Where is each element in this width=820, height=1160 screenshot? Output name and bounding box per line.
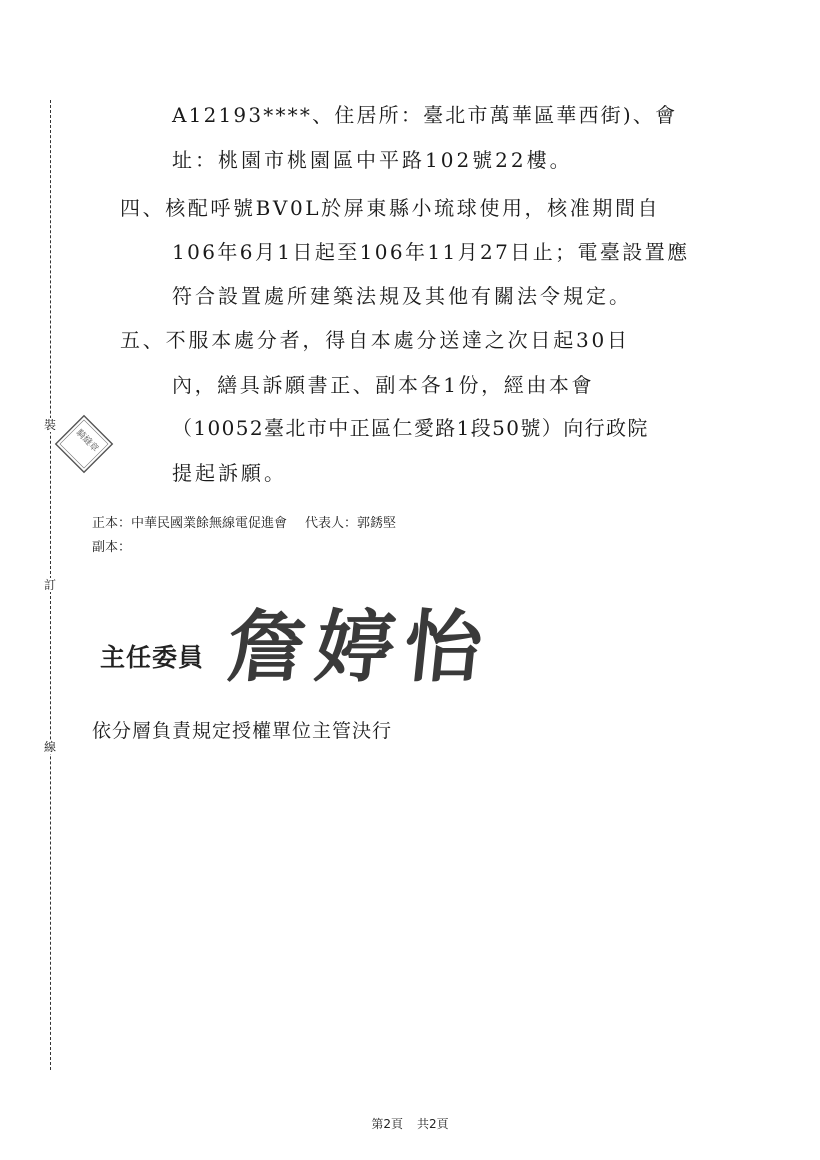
body-line-5: 符合設置處所建築法規及其他有關法令規定。: [172, 284, 632, 308]
binding-char-zhuang: 裝: [43, 418, 56, 432]
body-line-1: A12193****、住居所：臺北市萬華區華西街)、會: [172, 103, 678, 127]
body-line-2: 址：桃園市桃園區中平路102號22樓。: [172, 148, 573, 172]
body-line-8: （10052臺北市中正區仁愛路1段50號）向行政院: [172, 416, 649, 440]
recipient-main-row: [92, 516, 396, 532]
page-number: 第2頁: [371, 1117, 403, 1131]
recipient-main: 正本：中華民國業餘無線電促進會: [92, 516, 288, 531]
recipient-copy: 副本：: [92, 540, 132, 555]
seam-stamp: [52, 412, 116, 476]
seam-stamp-text: 騎縫章: [73, 428, 100, 455]
body-line-7: 內，繕具訴願書正、副本各1份，經由本會: [172, 373, 595, 397]
page-footer: [0, 1115, 820, 1132]
binding-char-xian: 線: [43, 740, 56, 754]
recipient-representative: 代表人：郭銹堅: [305, 516, 397, 531]
body-line-3: 四、核配呼號BV0L於屏東縣小琉球使用，核准期間自: [120, 196, 661, 220]
body-line-4: 106年6月1日起至106年11月27日止；電臺設置應: [172, 240, 690, 264]
signatory-title: 主任委員: [100, 643, 205, 672]
delegation-note: 依分層負責規定授權單位主管決行: [92, 720, 393, 742]
binding-char-ding: 訂: [43, 578, 56, 592]
body-line-6: 五、不服本處分者，得自本處分送達之次日起30日: [120, 328, 630, 352]
page-total: 共2頁: [417, 1117, 449, 1131]
body-line-9: 提起訴願。: [172, 461, 287, 485]
signature-name: 詹婷怡: [223, 602, 497, 693]
